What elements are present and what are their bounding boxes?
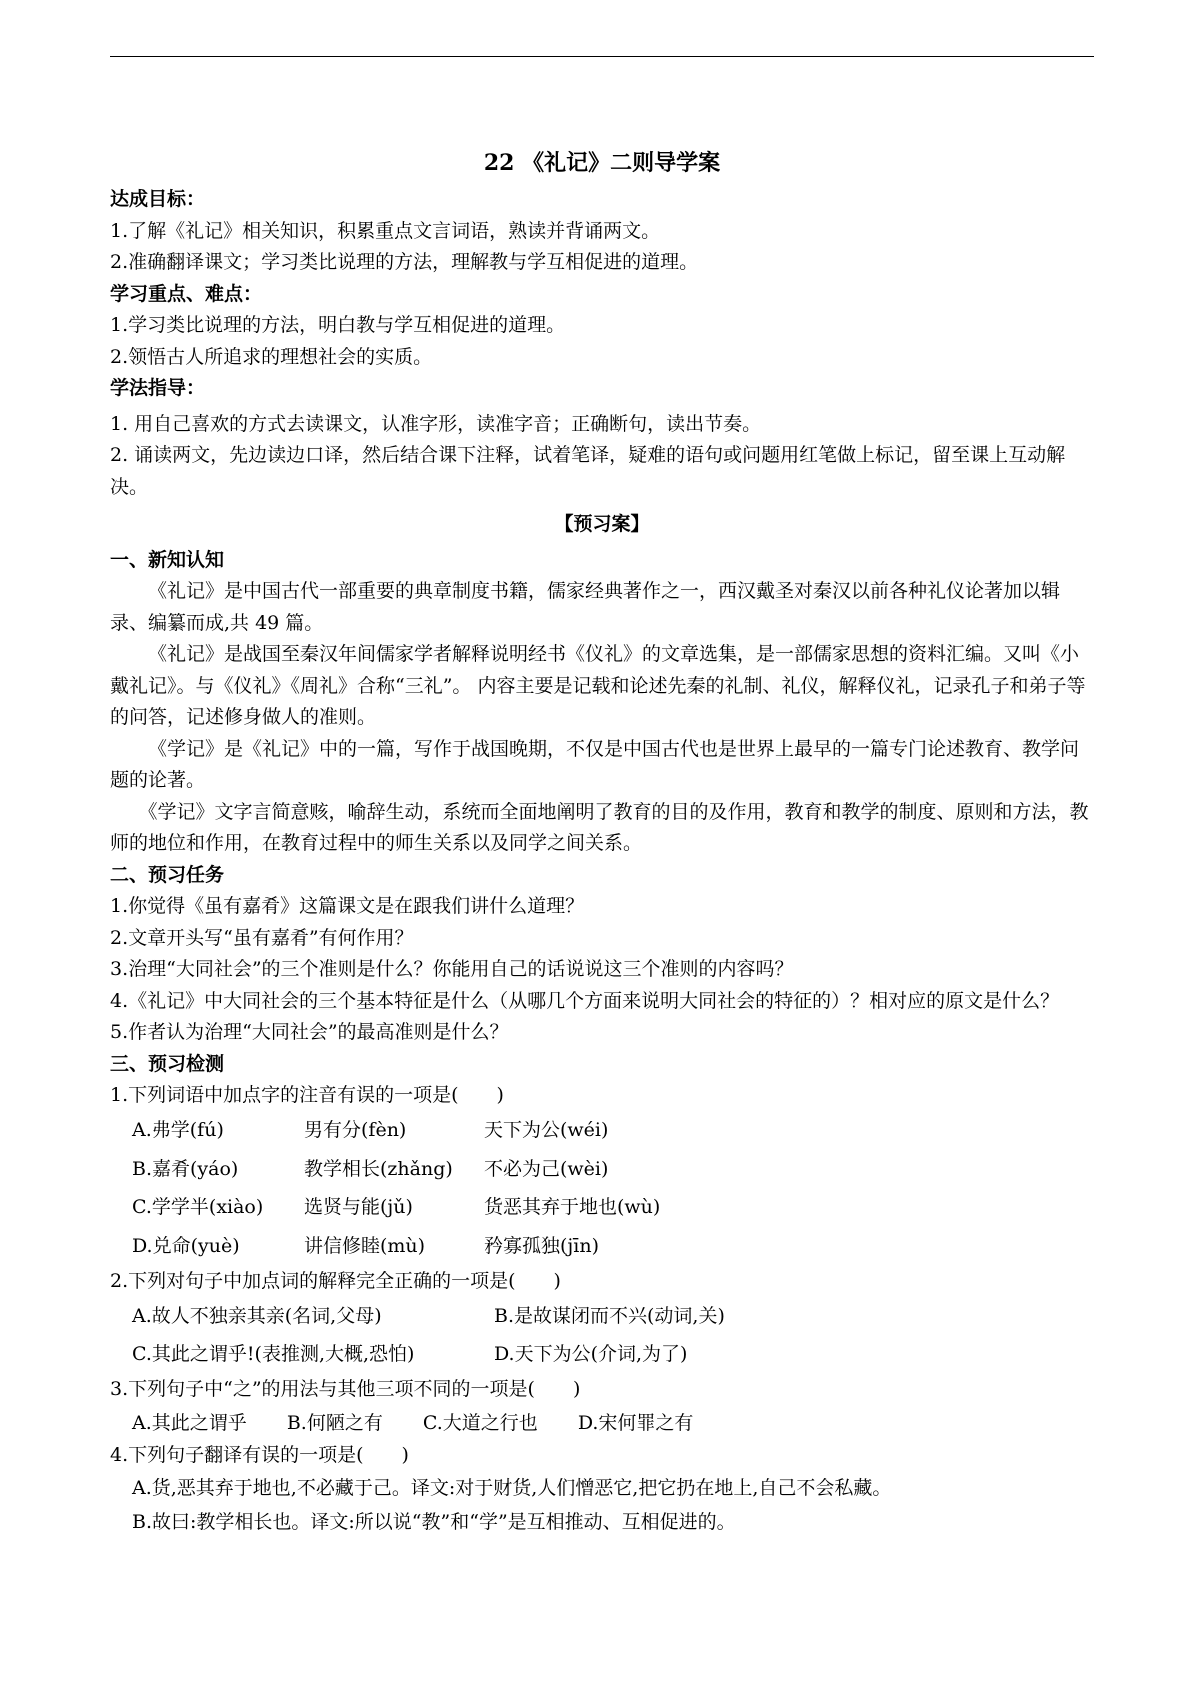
question-2-stem: 2.下列对句子中加点词的解释完全正确的一项是( )	[110, 1269, 561, 1292]
intro-paragraph: 《学记》是《礼记》中的一篇，写作于战国晚期，不仅是中国古代也是世界上最早的一篇专门论述教育、教学问题的论著。	[110, 737, 1080, 791]
objective-item: 2.准确翻译课文；学习类比说理的方法，理解教与学互相促进的道理。	[110, 251, 699, 273]
keypoint-item: 1.学习类比说理的方法，明白教与学互相促进的道理。	[110, 314, 566, 336]
option-cell: B.故曰:教学相长也。译文:所以说“教”和“学”是互相推动、互相促进的。	[132, 1511, 736, 1533]
preview-heading: 【预习案】	[554, 513, 650, 535]
document-title: 22 《礼记》二则导学案	[483, 150, 721, 176]
section3-heading: 三、预习检测	[110, 1052, 225, 1075]
option-cell: 矜寡孤独(jīn)	[484, 1234, 600, 1257]
option-row	[132, 1297, 1094, 1336]
option-cell: A.货,恶其弃于地也,不必藏于己。译文:对于财货,人们憎恶它,把它扔在地上,自己不会私藏。	[132, 1477, 892, 1499]
option-row	[132, 1336, 1094, 1375]
section2-heading: 二、预习任务	[110, 863, 225, 886]
option-cell: 讲信修睦(mù)	[304, 1234, 426, 1257]
option-cell: C.大道之行也	[422, 1411, 538, 1434]
task-item: 3.治理“大同社会”的三个准则是什么？你能用自己的话说说这三个准则的内容吗？	[110, 958, 794, 980]
intro-paragraph: 《礼记》是中国古代一部重要的典章制度书籍，儒家经典著作之一，西汉戴圣对秦汉以前各种礼仪论著加以辑录、编纂而成,共 49 篇。	[110, 580, 1061, 634]
option-cell: D.宋何罪之有	[577, 1411, 694, 1434]
option-cell: A.其此之谓乎	[132, 1411, 247, 1434]
option-cell: 不必为己(wèi)	[484, 1157, 609, 1180]
option-cell: D.天下为公(介词,为了)	[494, 1343, 688, 1365]
option-cell: 男有分(fèn)	[304, 1119, 407, 1141]
task-item: 5.作者认为治理“大同社会”的最高准则是什么？	[110, 1021, 509, 1043]
document-page	[110, 140, 1094, 1539]
option-cell: 天下为公(wéi)	[484, 1119, 609, 1141]
section1-heading: 一、新知认知	[110, 548, 225, 571]
question-3-options	[110, 1406, 1094, 1440]
question-1-options	[110, 1112, 1094, 1266]
option-cell: B.是故谋闭而不兴(动词,关)	[494, 1304, 725, 1327]
objective-item: 1.了解《礼记》相关知识，积累重点文言词语，熟读并背诵两文。	[110, 219, 661, 242]
objectives-heading: 达成目标：	[110, 188, 206, 210]
option-row	[132, 1112, 1094, 1151]
question-2-options	[110, 1297, 1094, 1374]
keypoints-heading: 学习重点、难点：	[110, 282, 263, 305]
option-row	[132, 1189, 1094, 1228]
intro-paragraph: 《礼记》是战国至秦汉年间儒家学者解释说明经书《仪礼》的文章选集，是一部儒家思想的资料汇编。又叫《小戴礼记》。与《仪礼》《周礼》合称“三礼”。 内容主要是记载和论述先秦的礼制、礼仪，解释仪礼，记录孔子和弟子等的问答，记述修身做人的准则。	[110, 643, 1086, 728]
keypoint-item: 2.领悟古人所追求的理想社会的实质。	[110, 345, 433, 368]
option-cell: 教学相长(zhǎng)	[304, 1157, 453, 1180]
method-item: 1. 用自己喜欢的方式去读课文，认准字形，读准字音；正确断句，读出节奏。	[110, 412, 762, 435]
header-rule	[110, 56, 1094, 57]
option-cell: A.故人不独亲其亲(名词,父母)	[132, 1304, 382, 1327]
method-item: 2. 诵读两文，先边读边口译，然后结合课下注释，试着笔译，疑难的语句或问题用红笔做上标记，留至课上互动解决。	[110, 444, 1066, 498]
task-item: 4.《礼记》中大同社会的三个基本特征是什么（从哪几个方面来说明大同社会的特征的）？相对应的原文是什么？	[110, 989, 1060, 1012]
method-heading: 学法指导：	[110, 377, 206, 399]
option-cell: 选贤与能(jǔ)	[304, 1196, 413, 1218]
question-3-stem: 3.下列句子中“之”的用法与其他三项不同的一项是( )	[110, 1378, 581, 1400]
option-cell: B.嘉肴(yáo)	[132, 1157, 239, 1180]
option-cell: 货恶其弃于地也(wù)	[484, 1196, 661, 1218]
intro-paragraph: 《学记》文字言简意赅，喻辞生动，系统而全面地阐明了教育的目的及作用，教育和教学的制度、原则和方法，教师的地位和作用，在教育过程中的师生关系以及同学之间关系。	[110, 800, 1089, 854]
option-cell: B.何陋之有	[286, 1411, 383, 1434]
task-item: 1.你觉得《虽有嘉肴》这篇课文是在跟我们讲什么道理？	[110, 895, 585, 917]
option-cell: C.学学半(xiào)	[132, 1196, 264, 1218]
question-1-stem: 1.下列词语中加点字的注音有误的一项是( )	[110, 1084, 504, 1106]
task-item: 2.文章开头写“虽有嘉肴”有何作用？	[110, 926, 414, 949]
question-4-stem: 4.下列句子翻译有误的一项是( )	[110, 1443, 409, 1466]
option-cell: D.兑命(yuè)	[132, 1234, 240, 1257]
option-cell: A.弗学(fú)	[132, 1119, 224, 1141]
option-row	[132, 1227, 1094, 1266]
option-row	[132, 1150, 1094, 1189]
option-cell: C.其此之谓乎!(表推测,大概,恐怕)	[132, 1343, 415, 1365]
